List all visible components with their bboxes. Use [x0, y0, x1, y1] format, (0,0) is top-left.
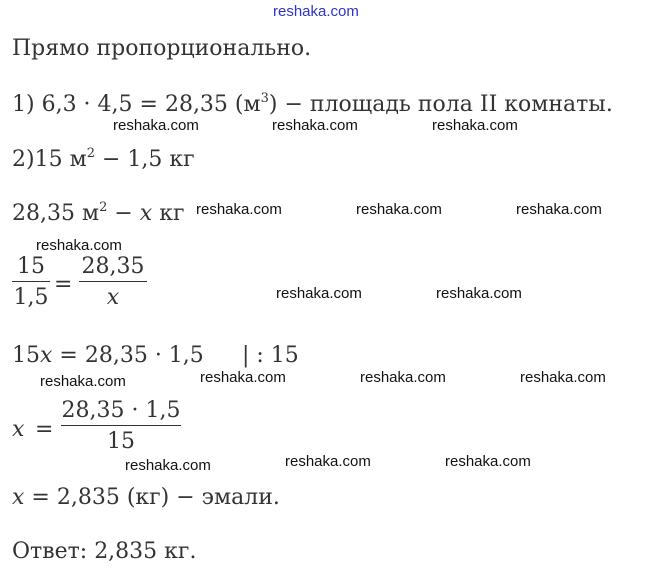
- answer: Ответ: 2,835 кг.: [12, 539, 197, 564]
- step-3: [12, 201, 185, 225]
- watermark: reshaka.com: [200, 369, 286, 386]
- equation-rest: = 28,35 · 1,5: [52, 343, 204, 368]
- step-3-dash: −: [107, 201, 140, 226]
- step-1: [12, 92, 613, 116]
- proportion-right-denominator: x: [106, 285, 120, 310]
- watermark: reshaka.com: [520, 369, 606, 386]
- solution-equals: =: [35, 417, 54, 442]
- watermark: reshaka.com: [125, 457, 211, 474]
- watermark: reshaka.com: [196, 201, 282, 218]
- watermark: reshaka.com: [36, 237, 122, 254]
- proportion-left-denominator: 1,5: [13, 285, 49, 310]
- heading: Прямо пропорционально.: [12, 36, 312, 61]
- equation-divide: | : 15: [242, 343, 299, 368]
- step-2-suffix: − 1,5 кг: [94, 147, 195, 172]
- watermark: reshaka.com: [272, 117, 358, 134]
- solution-denominator: 15: [107, 429, 135, 454]
- step-3-unit: кг: [152, 201, 185, 226]
- solution-numerator: 28,35 · 1,5: [61, 398, 181, 423]
- proportion-left-numerator: 15: [17, 254, 45, 279]
- proportion-equals: =: [54, 272, 73, 297]
- watermark: reshaka.com: [516, 201, 602, 218]
- watermark: reshaka.com: [113, 117, 199, 134]
- watermark: reshaka.com: [40, 373, 126, 390]
- watermark: reshaka.com: [285, 453, 371, 470]
- step-1-suffix: ) − площадь пола II комнаты.: [268, 92, 613, 117]
- solution-fraction: [61, 400, 181, 453]
- watermark: reshaka.com: [276, 285, 362, 302]
- watermark-top: reshaka.com: [273, 3, 359, 20]
- proportion-right-fraction: [79, 256, 147, 309]
- watermark: reshaka.com: [436, 285, 522, 302]
- proportion-right-numerator: 28,35: [81, 254, 145, 279]
- proportion-left-fraction: [12, 256, 50, 309]
- equation-variable: x: [40, 343, 53, 368]
- watermark: reshaka.com: [445, 453, 531, 470]
- equation: [12, 345, 204, 367]
- result-variable: x: [12, 485, 25, 510]
- watermark: reshaka.com: [360, 369, 446, 386]
- step-3-prefix: 28,35 м: [12, 201, 100, 226]
- step-2: [12, 147, 195, 171]
- step-2-prefix: 2)15 м: [12, 147, 87, 172]
- step-1-superscript: 3: [260, 91, 269, 106]
- watermark: reshaka.com: [356, 201, 442, 218]
- watermark: reshaka.com: [432, 117, 518, 134]
- result: [12, 487, 280, 509]
- equation-coefficient: 15: [12, 343, 40, 368]
- step-1-prefix: 1) 6,3 · 4,5 = 28,35 (м: [12, 92, 261, 117]
- step-3-variable: x: [139, 201, 153, 226]
- step-3-superscript: 2: [99, 200, 108, 215]
- step-2-superscript: 2: [86, 146, 95, 161]
- solution-variable: x: [12, 417, 25, 442]
- result-text: = 2,835 (кг) − эмали.: [24, 485, 280, 510]
